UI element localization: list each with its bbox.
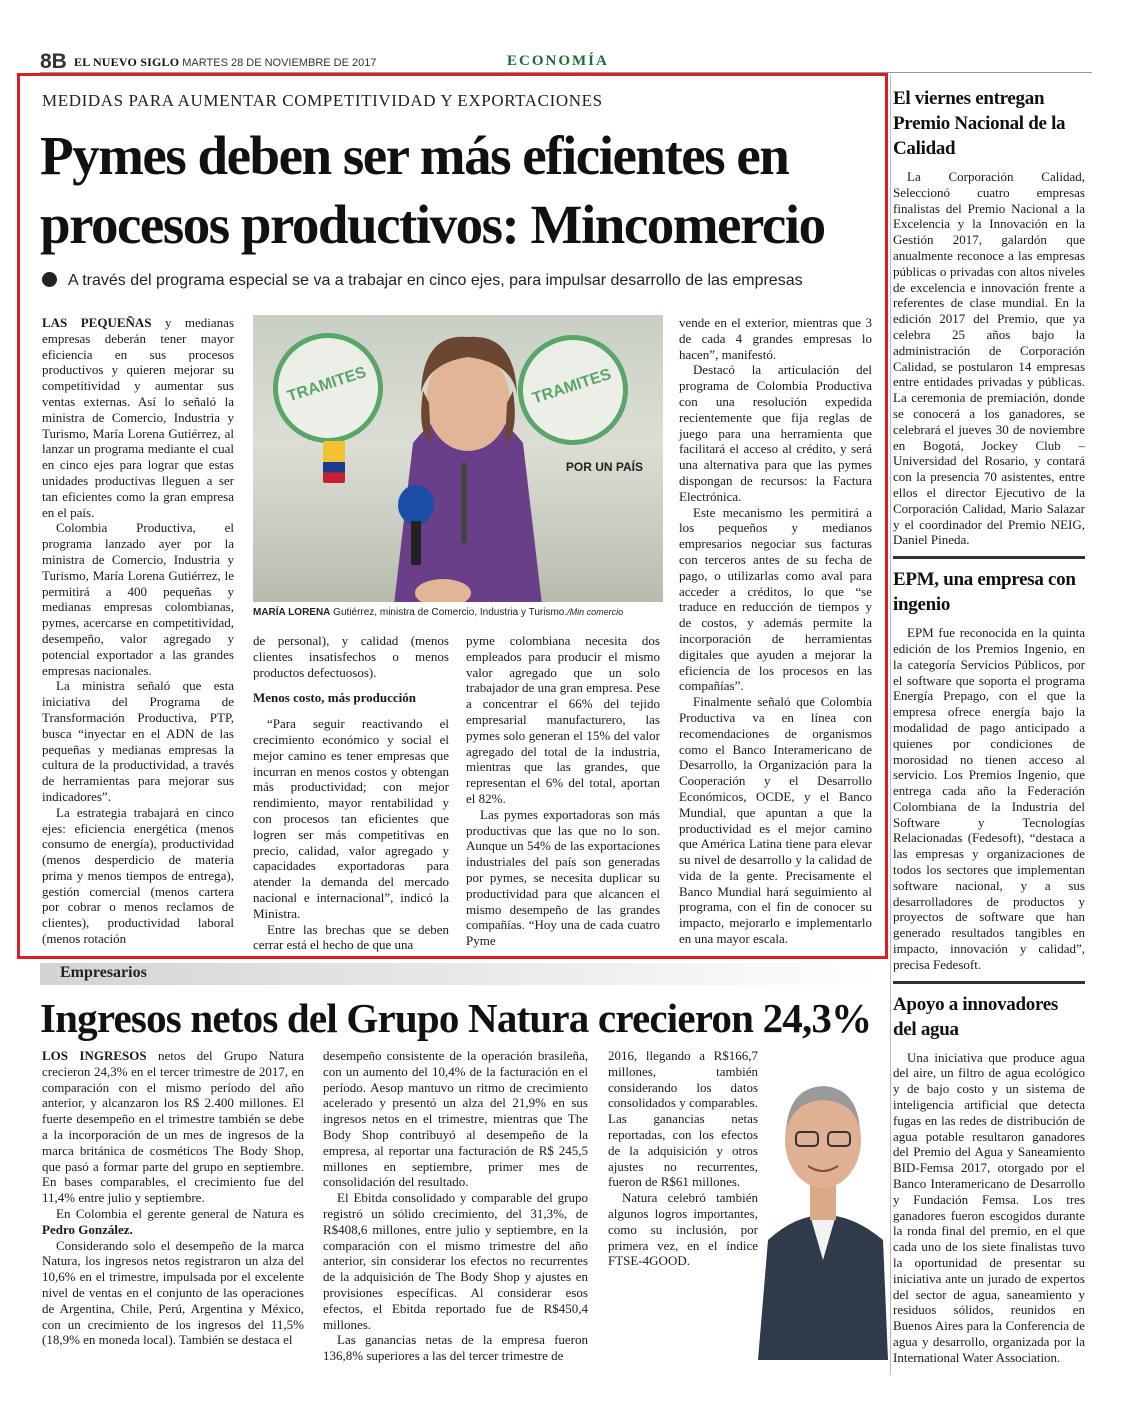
government-logo: POR UN PAÍS [565,460,643,474]
section-title: ECONOMÍA [507,53,609,69]
paragraph: de personal), y calidad (menos clientes insatisfechos o menos productos defectuosos). [253,633,449,680]
column-divider [890,75,891,1375]
paragraph: El Ebitda consolidado y comparable del grupo registró un sólido crecimiento, del 31,3%, de R$408,6 millones, entre julio y septiembre, en la comparación con el mismo trimestre del año anterior, sin considerar los efectos no recurrentes de la adquisición de The Body Shop y ajustes en provisiones específicas. Al considerar esos efectos, el Ebitda reportado fue de R$450,4 millones. [323,1190,588,1332]
section-label: Empresarios [60,964,147,981]
paragraph-text: netos del Grupo Natura crecieron 24,3% en el tercer trimestre de 2017, en comparación con el mismo período del año anterior, y alcanzaron los R$ 2.400 millones. El fuerte desempeño en el trimestre también se debe a la incorporación de un mes de ingresos de la marca británica de cosméticos The Body Shop, que pasó a formar parte del grupo en septiembre. En bases comparables, el crecimiento fue del 11,4% entre julio y septiembre. [42,1048,304,1206]
paragraph: “Para seguir reactivando el crecimiento económico y social el mejor camino es tener empresas que incurran en menos costos y obtengan más productividad; con mejor rendimiento, mayor rentabilidad y con procesos tan eficientes que logren ser más competitivas en precio, calidad, valor agregado y capacidades exportadoras para atender la demanda del mercado nacional e internacional”, indicó la Ministra. [253,716,449,921]
story-column-1 [42,1048,304,1348]
microphone-icon [391,485,441,565]
paragraph: La estrategia trabajará en cinco ejes: eficiencia energética (menos consumo de energía), productividad (menos desperdicio de materia prima y menos tiempos de entrega), gestión comercial (menos cartera por cobrar o menos reclamos de clientes), productividad laboral (menos rotación [42,804,234,947]
paragraph: desempeño consistente de la operación brasileña, con un aumento del 10,4% de la facturación en el período. Aesop mantuvo un ritmo de crecimiento acelerado y presentó un alza del 21,9% en sus ingresos netos en el trimestre, mientras que The Body Shop contribuyó al desempeño de la empresa, al reportar una facturación de R$ 245,5 millones en septiembre, primer mes de consolidación del resultado. [323,1048,588,1190]
story-subhead [42,272,882,290]
photo-caption [253,607,623,618]
paragraph: Las ganancias netas de la empresa fueron 136,8% superiores a las del tercer trimestre de [323,1332,588,1364]
sidebar-body [893,169,1085,548]
lead-in: LOS INGRESOS [42,1048,147,1063]
paragraph: Destacó la articulación del programa de Colombia Productiva con una resolución expedida recientemente que fija reglas de juego para una herramienta que facilitará el acceso al crédito, y será una alternativa para que las pymes dispongan de recursos: la Factura Electrónica. [679,362,872,504]
story-headline: Ingresos netos del Grupo Natura crecieron 24,3% [40,995,872,1041]
paragraph: Una iniciativa que produce agua del aire, un filtro de agua ecológico y de bajo costo y un sistema de inteligencia artificial que detecta fugas en las redes de distribución de agua potable resultaron ganadores del Premio del Agua y Saneamiento BID-Femsa 2017, otorgado por el Banco Interamericano de Desarrollo y Fundación Femsa. Los tres ganadores fueron escogidos durante la ronda final del premio, en el que cada uno de los siete finalistas tuvo la oportunidad de presentar su iniciativa ante un jurado de expertos del sector de agua, saneamiento y residuos sólidos, reunidos en Buenos Aires para la Conferencia de agua y desarrollo, organizada por la International Water Association. [893,1049,1085,1365]
sidebar-separator [893,556,1085,559]
story-column-3 [608,1048,758,1269]
person-name: Pedro González. [42,1221,133,1237]
masthead [74,55,376,70]
lead-in: LAS PEQUEÑAS [42,315,152,330]
sidebar-title: El viernes entregan Premio Nacional de la Calidad [893,88,1066,159]
paragraph: Este mecanismo les permitirá a los pequeños y medianos empresarios negociar sus facturas con terceros antes de su fecha de pago, o utilizarlas como aval para acceder a créditos, lo que “se traduce en reducción de tiempos y de costos, y además permite la incorporación de herramientas digitales que ayuden a mejorar la eficiencia de los procesos en las compañías”. [679,504,872,694]
story-kicker: MEDIDAS PARA AUMENTAR COMPETITIVIDAD Y EXPORTACIONES [42,91,603,110]
story-column-2 [253,633,449,953]
bullet-icon [42,272,57,287]
paragraph: Las pymes exportadoras son más productivas que las que no lo son. Aunque un 54% de las exportaciones industriales del país son generadas por pymes, se necesita duplicar su productividad para que alcancen el mismo desempeño de las grandes compañías. “Hoy una de cada cuatro Pyme [466,806,660,949]
minister-photo [253,315,663,602]
paragraph: La Corporación Calidad, Seleccionó cuatro empresas finalistas del Premio Nacional a la Excelencia y la Innovación en la Gestión 2017, galardón que anualmente reconoce a las empresas públicas o privadas con altos niveles de excelencia e innovación frente a referentes de clase mundial. En la edición 2017 del Premio, que ya celebra 25 años bajo la administración de Corporación Calidad, se postularon 14 empresas entre entidades privadas y públicas. La ceremonia de premiación, donde se conocerá a los ganadores, se celebrará el jueves 30 de noviembre en Bogotá, Jockey Club – Universidad del Rosario, y contará con la presencia 70 asistentes, entre ellos el director Ejecutivo de la Corporación Calidad, Mario Salazar y el coordinador del Premio NEIG, Daniel Pineda. [893,169,1085,548]
sidebar [893,86,1085,1366]
issue-date: MARTES 28 DE NOVIEMBRE DE 2017 [182,57,377,69]
paragraph: EPM fue reconocida en la quinta edición de los Premios Ingenio, en la categoría Servicios Públicos, por el software que soporta el programa Energía Prepago, con el que la empresa ofrece energía bajo la modalidad de pago anticipado a quienes por condiciones de morosidad no tienen acceso al servicio. Los Premios Ingenio, que entrega cada año la Federación Colombiana de la Industria del Software y Tecnologías Relacionadas (Fedesoft), “destaca a las empresas y organizaciones de todos los sectores que implementan software nacional, y a sus desarrolladores de productos y proyectos de software que han generado resultados tangibles en impacto, innovación y calidad”, precisa Fedesoft. [893,625,1085,972]
headline-line-1: Pymes deben ser más eficientes en [40,125,789,186]
caption-text: Gutiérrez, ministra de Comercio, Industria y Turismo. [330,607,568,618]
tramites-badge: TRAMITES [504,321,643,460]
sidebar-title: EPM, una empresa con ingenio [893,569,1076,616]
paragraph-text: En Colombia el gerente general de Natura es [56,1205,304,1221]
paragraph [42,1048,304,1206]
paragraph: Finalmente señaló que Colombia Productiva va en línea con recomendaciones de organismos como el Banco Interamericano de Desarrollo, la Organización para la Cooperación y el Desarrollo Económicos, OCDE, y el Banco Mundial, que apuntan a que la productividad es el mejor camino que América Latina tiene para elevar su nivel de desarrollo y la calidad de vida de la gente. Precisamente el Banco Mundial hará seguimiento al programa, con el fin de conocer su impacto, mejorarlo e implementarlo en una mayor escala. [679,694,872,947]
story-column-3 [466,633,660,949]
sidebar-body [893,625,1085,973]
page-number: 8B [40,50,67,73]
paragraph: pyme colombiana necesita dos empleados para producir el mismo valor agregado que un solo trabajador de una gran empresa. Pese a concentrar el 66% del tejido empresarial manufacturero, las pymes solo generan el 15% del valor agregado del total de la industria, mientras que las grandes, que representan el 6% del total, aportan el 82%. [466,633,660,806]
caption-name: MARÍA LORENA [253,607,331,618]
flag-icon [323,441,345,483]
sidebar-title: Apoyo a innovadores del agua [893,993,1058,1040]
paragraph [42,1206,304,1238]
paragraph: Colombia Productiva, el programa lanzado ayer por la ministra de Comercio, Industria y Turismo, María Lorena Gutiérrez, le permitirá a 400 pequeñas y medianas empresas colombianas, pymes, acercarse en competitividad, desempeño, valor agregado y potencial exportador a las grandes empresas nacionales. [42,520,234,678]
story-column-4 [679,315,872,947]
executive-portrait [758,1040,888,1360]
paragraph [42,315,234,520]
story-column-2 [323,1048,588,1364]
paragraph: Entre las brechas que se deben cerrar está el hecho de que una [253,921,449,953]
story-column-1 [42,315,234,947]
paragraph: La ministra señaló que esta iniciativa del Programa de Transformación Productiva, PTP, busca “inyectar en el ADN de las pequeñas y medianas empresas la cultura de la productividad, a través de herramientas para mejorar sus indicadores”. [42,678,234,804]
section-label-bar [40,963,880,985]
subhead-text: A través del programa especial se va a trabajar en cinco ejes, para impulsar desarrollo de las empresas [68,272,803,289]
paragraph-text: y medianas empresas deberán tener mayor eficiencia en sus procesos productivos y quieren mejorar su competitividad y aumentar sus ventas externas. Así lo señaló la ministra de Comercio, Industria y Turismo, María Lorena Gutiérrez, al lanzar un programa mediante el cual en cinco ejes para lograr que estas unidades productivas lleguen a ser tan eficientes como la gran empresa en el país. [42,315,235,520]
paragraph: Natura celebró también algunos logros importantes, como su inclusión, por primera vez, en el índice FTSE-4GOOD. [608,1190,758,1269]
paragraph: Considerando solo el desempeño de la marca Natura, los ingresos netos registraron un alza del 10,6% en el trimestre, impulsada por el excelente nivel de ventas en el conjunto de las operaciones de Argentina, Chile, Perú, Argentina y México, con un crecimiento de los ingresos del 11,5% (18,9% en moneda local). También se destaca el [42,1237,304,1348]
story-headline [40,121,880,259]
sidebar-separator [893,981,1085,984]
sidebar-body [893,1050,1085,1366]
page-header [40,50,1085,74]
paragraph: 2016, llegando a R$166,7 millones, también considerando los datos consolidados y comparables. Las ganancias netas reportadas, con los efectos de la adquisición y otros ajustes no recurrentes, fueron de R$61 millones. [608,1048,758,1190]
photo-credit: /Min comercio [567,607,624,617]
paragraph: vende en el exterior, mientras que 3 de cada 4 grandes empresas lo hacen”, manifestó. [679,315,872,362]
headline-line-2: procesos productivos: Mincomercio [40,194,825,255]
section-subhead: Menos costo, más producción [253,690,416,706]
paper-name: EL NUEVO SIGLO [74,55,180,69]
tramites-badge: TRAMITES [259,319,398,458]
